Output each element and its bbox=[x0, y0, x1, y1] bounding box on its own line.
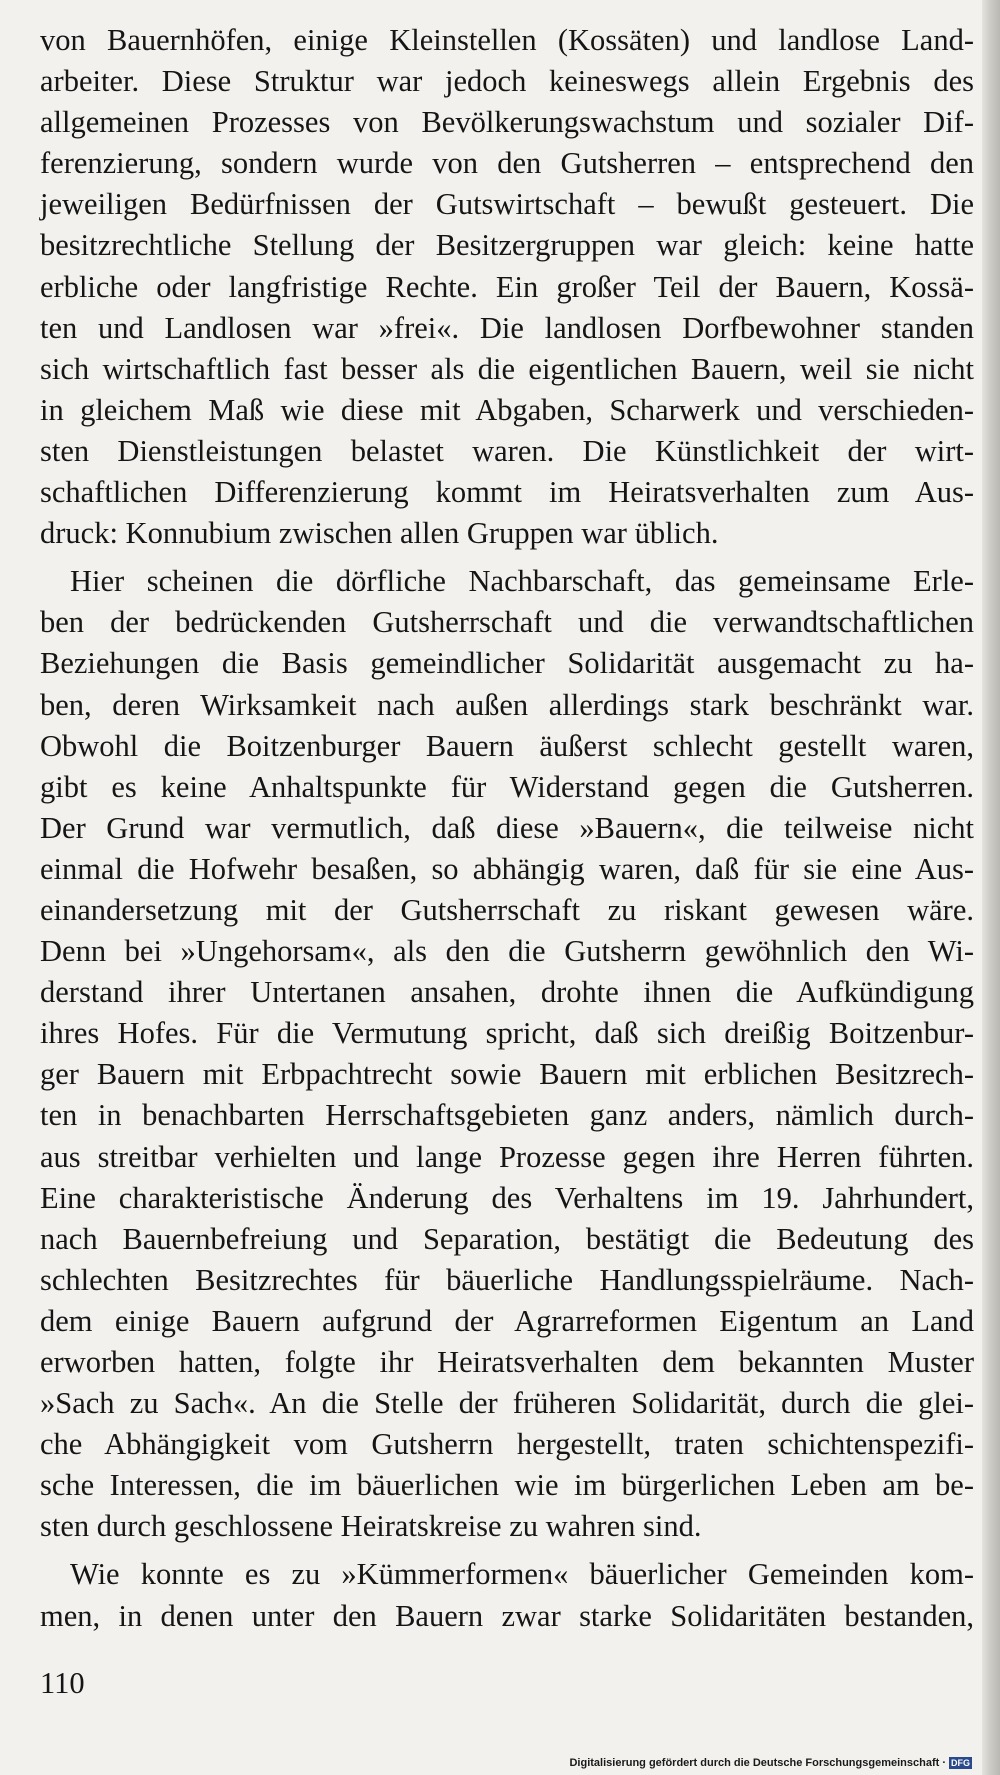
text-line: dem einige Bauern aufgrund der Agrarreformen Eigentum an Land bbox=[40, 1303, 974, 1338]
text-line: einmal die Hofwehr besaßen, so abhängig waren, daß für sie eine Aus- bbox=[40, 851, 974, 886]
text-line: derstand ihrer Untertanen ansahen, drohte ihnen die Aufkündigung bbox=[40, 975, 974, 1010]
text-line: erworben hatten, folgte ihr Heiratsverhalten dem bekannten Muster bbox=[40, 1345, 974, 1379]
text-line: nach Bauernbefreiung und Separation, bestätigt die Bedeutung des bbox=[40, 1221, 974, 1256]
text-line: arbeiter. Diese Struktur war jedoch keineswegs allein Ergebnis des bbox=[40, 64, 974, 99]
paragraph bbox=[40, 20, 974, 554]
credit-text: Digitalisierung gefördert durch die Deutsche Forschungsgemeinschaft · bbox=[569, 1757, 946, 1769]
text-line: ferenzierung, sondern wurde von den Gutsherren – entsprechend den bbox=[40, 146, 974, 181]
text-line: schaftlichen Differenzierung kommt im Heiratsverhalten zum Aus- bbox=[40, 475, 974, 510]
text-line: Der Grund war vermutlich, daß diese »Bauern«, die teilweise nicht bbox=[40, 810, 974, 845]
text-line: che Abhängigkeit vom Gutsherrn hergestellt, traten schichtenspezifi- bbox=[40, 1427, 974, 1462]
text-line: men, in denen unter den Bauern zwar starke Solidaritäten bestanden, bbox=[40, 1598, 974, 1633]
text-line: sten durch geschlossene Heiratskreise zu wahren sind. bbox=[40, 1509, 702, 1544]
body-text bbox=[40, 20, 974, 1637]
text-line: Eine charakteristische Änderung des Verhaltens im 19. Jahrhundert, bbox=[40, 1180, 974, 1215]
text-line: in gleichem Maß wie diese mit Abgaben, Scharwerk und verschieden- bbox=[40, 392, 974, 427]
text-line: Obwohl die Boitzenburger Bauern äußerst schlecht gestellt waren, bbox=[40, 728, 974, 763]
text-line: aus streitbar verhielten und lange Prozesse gegen ihre Herren führten. bbox=[40, 1139, 974, 1174]
text-line: ben, deren Wirksamkeit nach außen allerdings stark beschränkt war. bbox=[40, 687, 974, 722]
text-line: erbliche oder langfristige Rechte. Ein großer Teil der Bauern, Kossä- bbox=[40, 269, 974, 304]
text-line: gibt es keine Anhaltspunkte für Widerstand gegen die Gutsherren. bbox=[40, 769, 974, 804]
text-line: druck: Konnubium zwischen allen Gruppen war üblich. bbox=[40, 516, 719, 551]
text-line: sche Interessen, die im bäuerlichen wie im bürgerlichen Leben am be- bbox=[40, 1468, 974, 1503]
text-line: von Bauernhöfen, einige Kleinstellen (Kossäten) und landlose Land- bbox=[40, 23, 974, 57]
paragraph bbox=[40, 561, 974, 1547]
text-line: Hier scheinen die dörfliche Nachbarschaft, das gemeinsame Erle- bbox=[70, 564, 974, 599]
text-line: allgemeinen Prozesses von Bevölkerungswachstum und sozialer Dif- bbox=[40, 105, 974, 140]
text-line: ten und Landlosen war »frei«. Die landlosen Dorfbewohner standen bbox=[40, 310, 974, 345]
text-line: ten in benachbarten Herrschaftsgebieten ganz anders, nämlich durch- bbox=[40, 1098, 974, 1133]
paragraph bbox=[40, 1554, 974, 1636]
text-line: ben der bedrückenden Gutsherrschaft und die verwandtschaftlichen bbox=[40, 605, 974, 640]
text-line: Denn bei »Ungehorsam«, als den die Gutsherrn gewöhnlich den Wi- bbox=[40, 934, 974, 969]
text-line: »Sach zu Sach«. An die Stelle der früheren Solidarität, durch die glei- bbox=[40, 1386, 974, 1421]
text-line: sten Dienstleistungen belastet waren. Die Künstlichkeit der wirt- bbox=[40, 433, 974, 468]
text-line: schlechten Besitzrechtes für bäuerliche Handlungsspielräume. Nach- bbox=[40, 1262, 974, 1297]
text-line: ger Bauern mit Erbpachtrecht sowie Bauern mit erblichen Besitzrech- bbox=[40, 1057, 974, 1092]
page-edge-shadow bbox=[982, 0, 1000, 1775]
text-line: Wie konnte es zu »Kümmerformen« bäuerlicher Gemeinden kom- bbox=[70, 1557, 974, 1592]
dfg-logo: DFG bbox=[951, 1758, 970, 1768]
digitization-credit bbox=[569, 1757, 972, 1769]
text-line: Beziehungen die Basis gemeindlicher Solidarität ausgemacht zu ha- bbox=[40, 646, 974, 681]
text-line: einandersetzung mit der Gutsherrschaft zu riskant gewesen wäre. bbox=[40, 892, 974, 927]
text-line: sich wirtschaftlich fast besser als die eigentlichen Bauern, weil sie nicht bbox=[40, 351, 974, 386]
page-number: 110 bbox=[40, 1666, 85, 1700]
text-line: jeweiligen Bedürfnissen der Gutswirtschaft – bewußt gesteuert. Die bbox=[40, 187, 974, 222]
text-line: ihres Hofes. Für die Vermutung spricht, daß sich dreißig Boitzenbur- bbox=[40, 1016, 974, 1051]
text-line: besitzrechtliche Stellung der Besitzergruppen war gleich: keine hatte bbox=[40, 228, 974, 263]
